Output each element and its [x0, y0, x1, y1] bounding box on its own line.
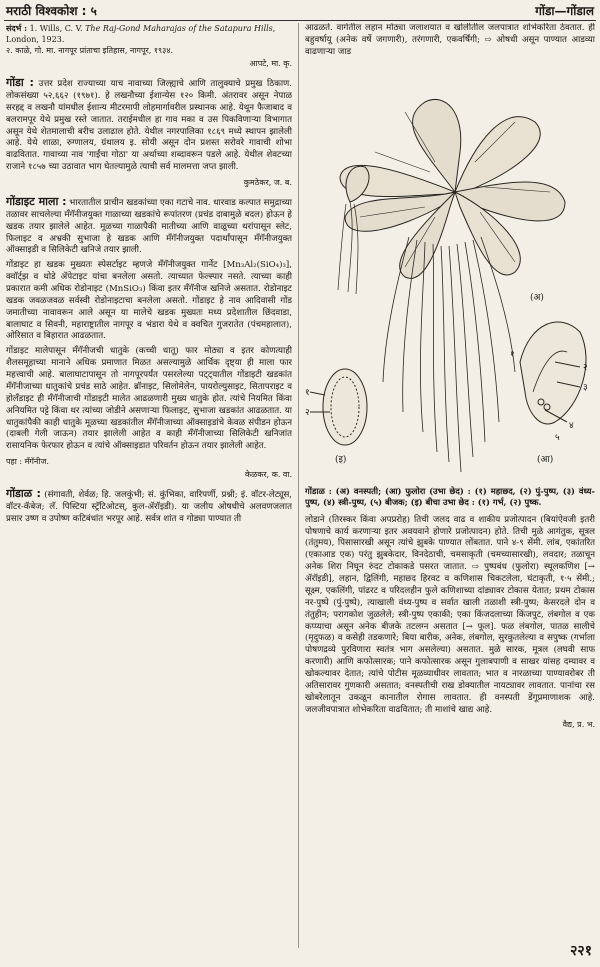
reference-1-suffix: , London, 1923.: [6, 24, 276, 45]
references-label: संदर्भ :: [6, 23, 28, 33]
label-seed-1: १: [305, 387, 310, 398]
reference-2: २. काळे, गो. मा. नागपूर प्रांताचा इतिहास, नागपूर, १९३४.: [6, 46, 174, 56]
entry-gondal-continued: आढळते. वागेतील लहान मोठ्या जलाशयात व खोलीतील जलपात्रात शोभेकरिता ठेवतात. ही बहुवर्षायू (अनेक वर्षे जगणारी), तरंगणारी, एकवर्षिंगी; ⇨ ओषधी असून पाण्यात आडव्या वाढणाऱ्या जाड: [305, 23, 595, 57]
entry-author-gondite: केळकर, क. वा.: [244, 470, 292, 480]
header-rule: [4, 20, 596, 21]
label-flower-5: ५: [555, 432, 560, 443]
references: [6, 23, 292, 69]
label-flower-1: १: [510, 349, 515, 360]
label-flower-3: ३: [583, 382, 588, 393]
entry-author-gondal: वैद्य, प्र. भ.: [562, 720, 595, 730]
reference-1-title: The Raj-Gond Maharajas of the Satapura Hills: [85, 24, 273, 33]
entry-text-gondite-3: गोंडाइट मालेपासून मँगॅनीजची धातुके (कच्ची धातू) फार मोठ्या व इतर कोणत्याही शैलसमूहाच्या मानाने अधिक प्रमाणात मिळत असल्यामुळे आर्थिक दृष्ट्या ही माला फार महत्त्वाची आहे. बालाघाटापासून तो नागपूरपर्यंत पसरलेल्या पट्ट्यातील गोंडाइटी खडकांत मँगॅनीजाच्या धातुकांचे प्रचंड साठे आहेत. ब्रॉनाइट, सिलोमेलेन, पायरोल्युसाइट, सितापराइट व होलँडाइट ही मँगॅनीजाची गोंडाइटी मालेत आढळणारी मुख्य धातुके होत. त्यांचे नियमित किंवा अनियमित पट्टे किंवा थर त्यांच्या जोडीने असणाऱ्या फिलाइट, सुभाजा खडकांत आढळतात. या धातुकांपैकी काही धातुके मूळच्या खडकांतील मँगॅनीजाच्या ऑक्साइडांचे केवळ संपीडन होऊन (दाबली गेली जाऊन) तयार झालेली आहेत व काही मँगॅनीजाच्या सिलिकेटी खनिजांत रासायनिक फेरफार होऊन व त्यांचे ऑक्साइडात परिवर्तन होऊन तयार झालेली आहेत.: [6, 346, 292, 452]
rosette-leaves: [340, 99, 565, 278]
label-seed-2: २: [305, 407, 310, 418]
label-a: (अ): [530, 292, 544, 303]
column-rule: [298, 23, 299, 948]
see-also-gondite: पहा : मँगॅनीज.: [6, 457, 49, 467]
plant-drawing: [305, 62, 595, 482]
right-column: [305, 23, 595, 958]
label-flower-4: ४: [569, 420, 574, 431]
seed-section: [310, 369, 367, 445]
entry-title-gonda: गोंडा :: [6, 76, 34, 90]
entry-text-gondite-1: भारतातील प्राचीन खडकांच्या एका गटाचे नाव. धारवाड कल्पात समुद्राच्या तळावर साचलेल्या मँगॅनीजयुक्त गाळाच्या खडकांचे रूपांतरण (प्रचंड दाबामुळे बदल) होऊन हे खडक तयार झालेले आहेत. मूळच्या गाळापैकी मातीच्या आणि वाळूच्या थरांपासून स्लेट, फिलाइट व अभ्रकी सुभाजा हे खडक आणि मँगॅनीजयुक्त पदार्थांपासून मँगॅनीजयुक्त ऑक्साइडी व सिलिकेटी खनिजे तयार झाली.: [6, 198, 292, 256]
reference-author: आपटे, मा. कृ.: [249, 59, 292, 69]
inflorescence-section: [520, 322, 586, 424]
entry-text-gondal: (संगावती, शेर्वळ; हि. जलकुंभी; सं. कुंभिका, वारिपर्णी, प्रश्नी; इं. वॉटर-लेट्यूस, वॉटर-कॅबेज; लॅ. पिस्टिया स्ट्रॅटिओटस्, कुल-ॲरॉइडी). या जलीय ओषधीचे अलवणजलात प्रसार उष्ण व उपोष्ण कटिबंधांत भरपूर आहे. सर्वत्र शांत व गोड्या पाण्यात ती: [6, 490, 292, 524]
reference-1-prefix: 1. Wills, C. V.: [29, 24, 86, 33]
label-aa: (आ): [537, 454, 554, 465]
left-column: [6, 23, 292, 958]
entry-title-gondite: गोंडाइट माला :: [6, 195, 67, 209]
water-lettuce-illustration: [305, 62, 595, 482]
figure-caption: गोंडाळ : (अ) वनस्पती; (आ) फुलोरा (उभा छेद) : (१) महाछद, (२) पुं-पुष्प, (३) वंध्य-पुष्प, (४) स्त्री-पुष्प, (५) बीजक; (इ) बीचा उभा छेद : (१) गर्भ, (२) पुष्क.: [305, 485, 595, 508]
entry-gondal: [6, 486, 292, 526]
entry-text-gonda: उत्तर प्रदेश राज्याच्या याच नावाच्या जिल्ह्याचे आणि तालुक्याचे प्रमुख ठिकाण. लोकसंख्या ५२,६६२ (१९७१). हे लखनौच्या ईशान्येस १२० किमी. अंतरावर असून नेपाळ सरहद्द व लखनौ यांमधील ईशान्य मीटरमापी लोहमार्गावरील प्रस्थानक आहे. येथून फैजाबाद व बलरामपूर येथे प्रमुख रस्ते जातात. तराईमधील हा गाव मका व उस पिकविणाऱ्या विभागात असून येथे शेतमालाची बरीच उलाढाल होते. येथील नगरपालिका १८६९ मध्ये स्थापन झालेली आहे. येथे शाळा, रुग्णालय, ग्रंथालय इ. सोयी असून दोन प्रशस्त सरोवरे गावाची शोभा वाढवितात. गावाच्या नाव 'गाईंचा गोठा' या अर्थाच्या शब्दावरून पडले आहे. येथील शेवटच्या राजाने १८५७ च्या उठावात भाग घेतल्यामुळे त्याची सर्व मालमत्ता जप्त झाली.: [6, 79, 292, 173]
running-header-right: गोंडा—गोंडाल: [535, 4, 594, 18]
label-flower-2: २: [583, 362, 588, 373]
entry-gondite: [6, 194, 292, 257]
entry-author-gonda: कुमठेकर, ज. ब.: [243, 178, 292, 187]
page-number: २२१: [570, 942, 592, 959]
label-i: (इ): [335, 454, 347, 465]
entry-title-gondal: गोंडाळ :: [6, 487, 41, 501]
entry-gondal-body: लोडाने (तिरस्कर किंवा अपप्ररोह) तिची जलद वाढ व शाकीय प्रजोत्पादन (बियांऐवजी इतरी पोषणाचे कार्य करणाऱ्या इतर अवयवाने होणारे प्रजोत्पादन) होते. तिची मुळे आगंतुक, सूत्रल (तंतुमय), पिसासारखी असून त्यांचे झुबके पाण्यात लोंबतात. पाने ४-९ सेंमी. लांब, एकांतरित (एकाआड एक) परंतु झुबकेदार, विनदेठाची, चमसाकृती (चमच्यासारखी), लवदार; तळाचून अनेक शिरा निघून रुंदट टोकाकडे पसरत जातात. ⇨ पुष्पबंध (फुलोरा) स्थूलकणिश [→ ॲरॉइडी], लहान, द्विलिंगी, महाछद हिरवट व कणिशास चिकटलेला, घंटाकृती, १·५ सेंमी.; सूक्ष्म, एकलिंगी, पांढरट व परिदलहीन फुले कणिशाच्या दांड्यावर टोकास येतात; प्रथम टोकास नर-पुष्पे (पुं-पुष्पे), त्याखाली वंध्य-पुष्प व सर्वात खाली तळाशी स्त्री-पुष्प; केसरदले दोन व तंतुहीन; परागकोश जुळलेले; स्त्री-पुष्प एकाकी; एका किंजदलाच्या किंजपुट, लंबगोल व एक कप्प्याचा असून अनेक बीजके तटलग्न असतात [→ फूल]. फळ लंबगोल, पातळ सालीचे (मृदुफळ) व कसेही तडकणारे; बिया बारीक, अनेक, लंबगोल, सुरकुतलेल्या व सपुष्क (गर्भाला पोषणद्रव्ये पुरविणारा स्वतंत्र भाग असलेल्या) असतात. मुळे सारक, मूत्रल (लघवी साफ करणारी) आणि कफोत्सारक; पाने कफोत्सारक असून गुलाबपाणी व साखर यांसह दम्यावर व खोकल्यावर देतात; त्यांचे पोटीस मूळव्याधीवर लावतात; भात व नारळाच्या पाण्यावरोबर ती अतिसारावर गुणकारी असतात; वनस्पतीची राख डोक्यातील नायट्यावर लावतात. पानांचा रस खोबरेलातून उकळून कानातील रोगास लावतात. ही वनस्पती डेंगूप्रमाणाशक आहे. जलजीवपात्रात शोभेकरिता वाढवितात; ती माशांचे खाद्य आहे.: [305, 514, 595, 715]
entry-gonda: [6, 75, 292, 174]
running-header-left: मराठी विश्वकोश : ५: [6, 4, 97, 18]
entry-text-gondite-2: गोंडाइट हा खडक मुख्यतः स्पेसर्टाइट म्हणजे मँगॅनीजयुक्त गार्नेट [Mn₃Al₂(SiO₄)₃], क्वॉर्ट्झ व थोडे ॲपेटाइट यांचा बनलेला असतो. त्याच्यात फेल्स्पार नसते. त्याच्या काही प्रकारात कमी अधिक रोडोनाइट (MnSiO₃) किंवा इतर मँगॅनीज खनिजे असतात. रोडोनाइट खडक जवळजवळ सर्वस्वी रोडोनाइटाचा बनलेला असतो. गोंडाइट हे नाव आदिवासी गोंड जमातीच्या नावावरून आले असून या मालेचे खडक मुख्यतः मध्य प्रदेशातील छिंदवाडा, बालाघाट व सिवनी, महाराष्ट्रातील नागपूर व भंडारा येथे व क्वचित गुजरातेत (पंचमहालात), ओरिसात व बिहारात आढळतात.: [6, 260, 292, 342]
